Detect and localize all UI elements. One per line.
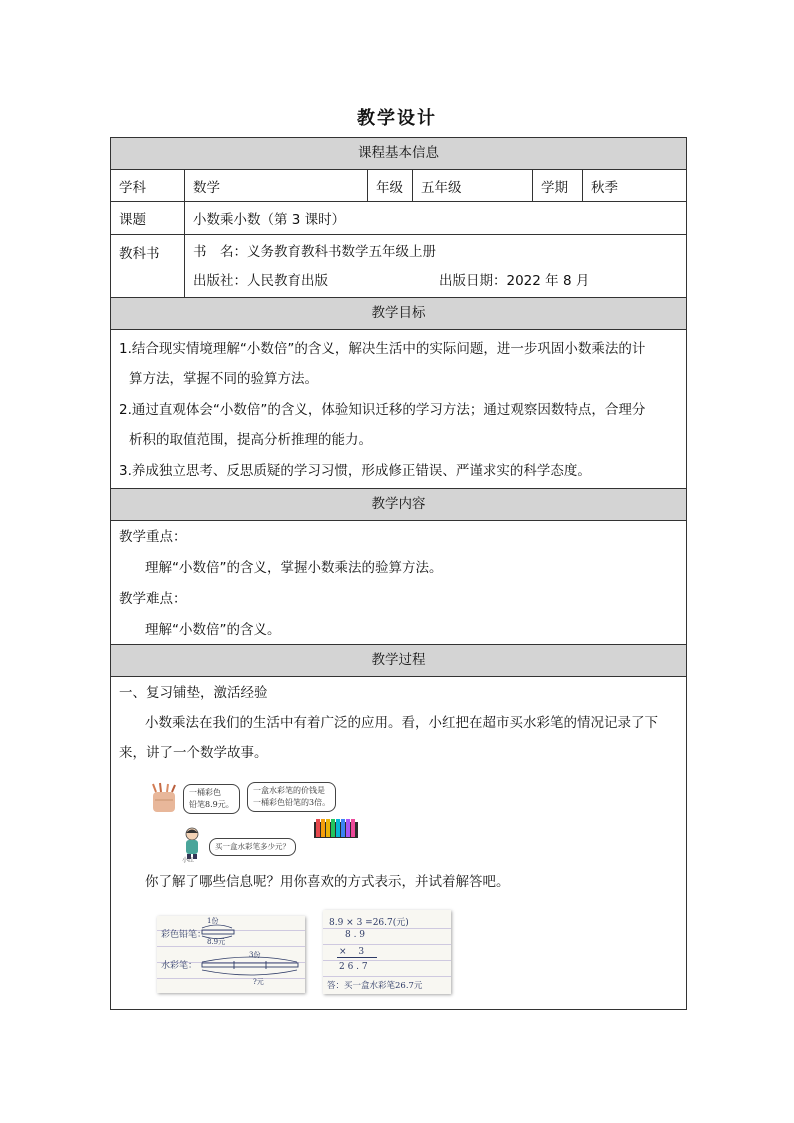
key-point-text: 理解“小数倍”的含义，掌握小数乘法的验算方法。 bbox=[145, 560, 443, 576]
girl-name-label: 小红 bbox=[182, 857, 195, 864]
pencil-price-label: 8.9元 bbox=[207, 938, 226, 946]
difficulty-label: 教学难点： bbox=[119, 591, 187, 607]
subject-value: 数学 bbox=[185, 170, 368, 201]
para1-line-2: 来，讲了一个数学故事。 bbox=[119, 745, 268, 761]
bubble-marker-relation: 一盒水彩笔的价钱是 一桶彩色铅笔的3倍。 bbox=[247, 782, 336, 812]
para2: 你了解了哪些信息呢？用你喜欢的方式表示，并试着解答吧。 bbox=[145, 874, 510, 890]
objective-2-line-2: 析积的取值范围，提高分析推理的能力。 bbox=[129, 432, 372, 448]
topic-value: 小数乘小数（第 3 课时） bbox=[193, 212, 346, 228]
basic-info-header: 课程基本信息 bbox=[111, 138, 686, 170]
difficulty-text: 理解“小数倍”的含义。 bbox=[145, 622, 281, 638]
equation: 8.9 × 3 =26.7(元) bbox=[329, 918, 409, 928]
book-name: 书 名：义务教育教科书数学五年级上册 bbox=[193, 244, 436, 260]
process-header: 教学过程 bbox=[111, 645, 686, 677]
vertical-calc-line-2: × 3 bbox=[339, 947, 365, 957]
segment-diagram-photo bbox=[157, 916, 305, 993]
marker-label: 水彩笔： bbox=[161, 961, 198, 971]
lesson-plan-table bbox=[110, 137, 687, 1010]
vertical-calc-result: 2 6 . 7 bbox=[339, 962, 368, 972]
grade-label: 年级 bbox=[368, 170, 413, 201]
topic-row bbox=[111, 202, 686, 235]
calculation-photo bbox=[323, 910, 451, 994]
term-value: 秋季 bbox=[591, 179, 618, 196]
textbook-label: 教科书 bbox=[111, 235, 185, 297]
calc-divider bbox=[337, 957, 377, 958]
process-body bbox=[111, 677, 686, 1009]
bubble-pencil-price: 一桶彩色 铅笔8.9元。 bbox=[183, 784, 240, 814]
objective-2-line-1: 2.通过直观体会“小数倍”的含义，体验知识迁移的学习方法；通过观察因数特点，合理分 bbox=[119, 402, 646, 418]
page-title: 教学设计 bbox=[357, 108, 437, 129]
marker-box-icon bbox=[313, 818, 359, 840]
publish-date: 出版日期：2022 年 8 月 bbox=[439, 273, 590, 289]
para1-line-1: 小数乘法在我们的生活中有着广泛的应用。看，小红把在超市买水彩笔的情况记录了下 bbox=[145, 715, 658, 731]
one-part-label: 1份 bbox=[207, 917, 219, 925]
subject-label: 学科 bbox=[111, 170, 185, 201]
story-illustration bbox=[147, 782, 367, 864]
content-body bbox=[111, 521, 686, 645]
key-point-label: 教学重点： bbox=[119, 529, 187, 545]
unknown-price-label: ?元 bbox=[253, 978, 264, 986]
content-header: 教学内容 bbox=[111, 489, 686, 521]
subject-row bbox=[111, 170, 686, 202]
pencil-label: 彩色铅笔： bbox=[161, 930, 207, 940]
textbook-row bbox=[111, 235, 686, 298]
objective-1-line-1: 1.结合现实情境理解“小数倍”的含义，解决生活中的实际问题，进一步巩固小数乘法的计 bbox=[119, 341, 646, 357]
section-1-title: 一、复习铺垫，激活经验 bbox=[119, 685, 268, 701]
grade-value: 五年级 bbox=[413, 170, 533, 201]
bubble-question: 买一盒水彩笔多少元？ bbox=[209, 838, 296, 856]
answer-line: 答：买一盒水彩笔26.7元 bbox=[327, 981, 423, 991]
objectives-header: 教学目标 bbox=[111, 298, 686, 330]
segment-lines bbox=[157, 916, 305, 993]
three-parts-label: 3份 bbox=[249, 951, 261, 959]
term-label: 学期 bbox=[533, 170, 583, 201]
publisher: 出版社：人民教育出版 bbox=[193, 273, 328, 289]
objective-1-line-2: 算方法，掌握不同的验算方法。 bbox=[129, 371, 318, 387]
pencil-bucket-icon bbox=[147, 782, 181, 816]
objective-3-line-1: 3.养成独立思考、反思质疑的学习习惯，形成修正错误、严谨求实的科学态度。 bbox=[119, 463, 591, 479]
topic-label: 课题 bbox=[111, 202, 185, 234]
objectives-body bbox=[111, 330, 686, 489]
vertical-calc-line-1: 8 . 9 bbox=[345, 930, 366, 940]
